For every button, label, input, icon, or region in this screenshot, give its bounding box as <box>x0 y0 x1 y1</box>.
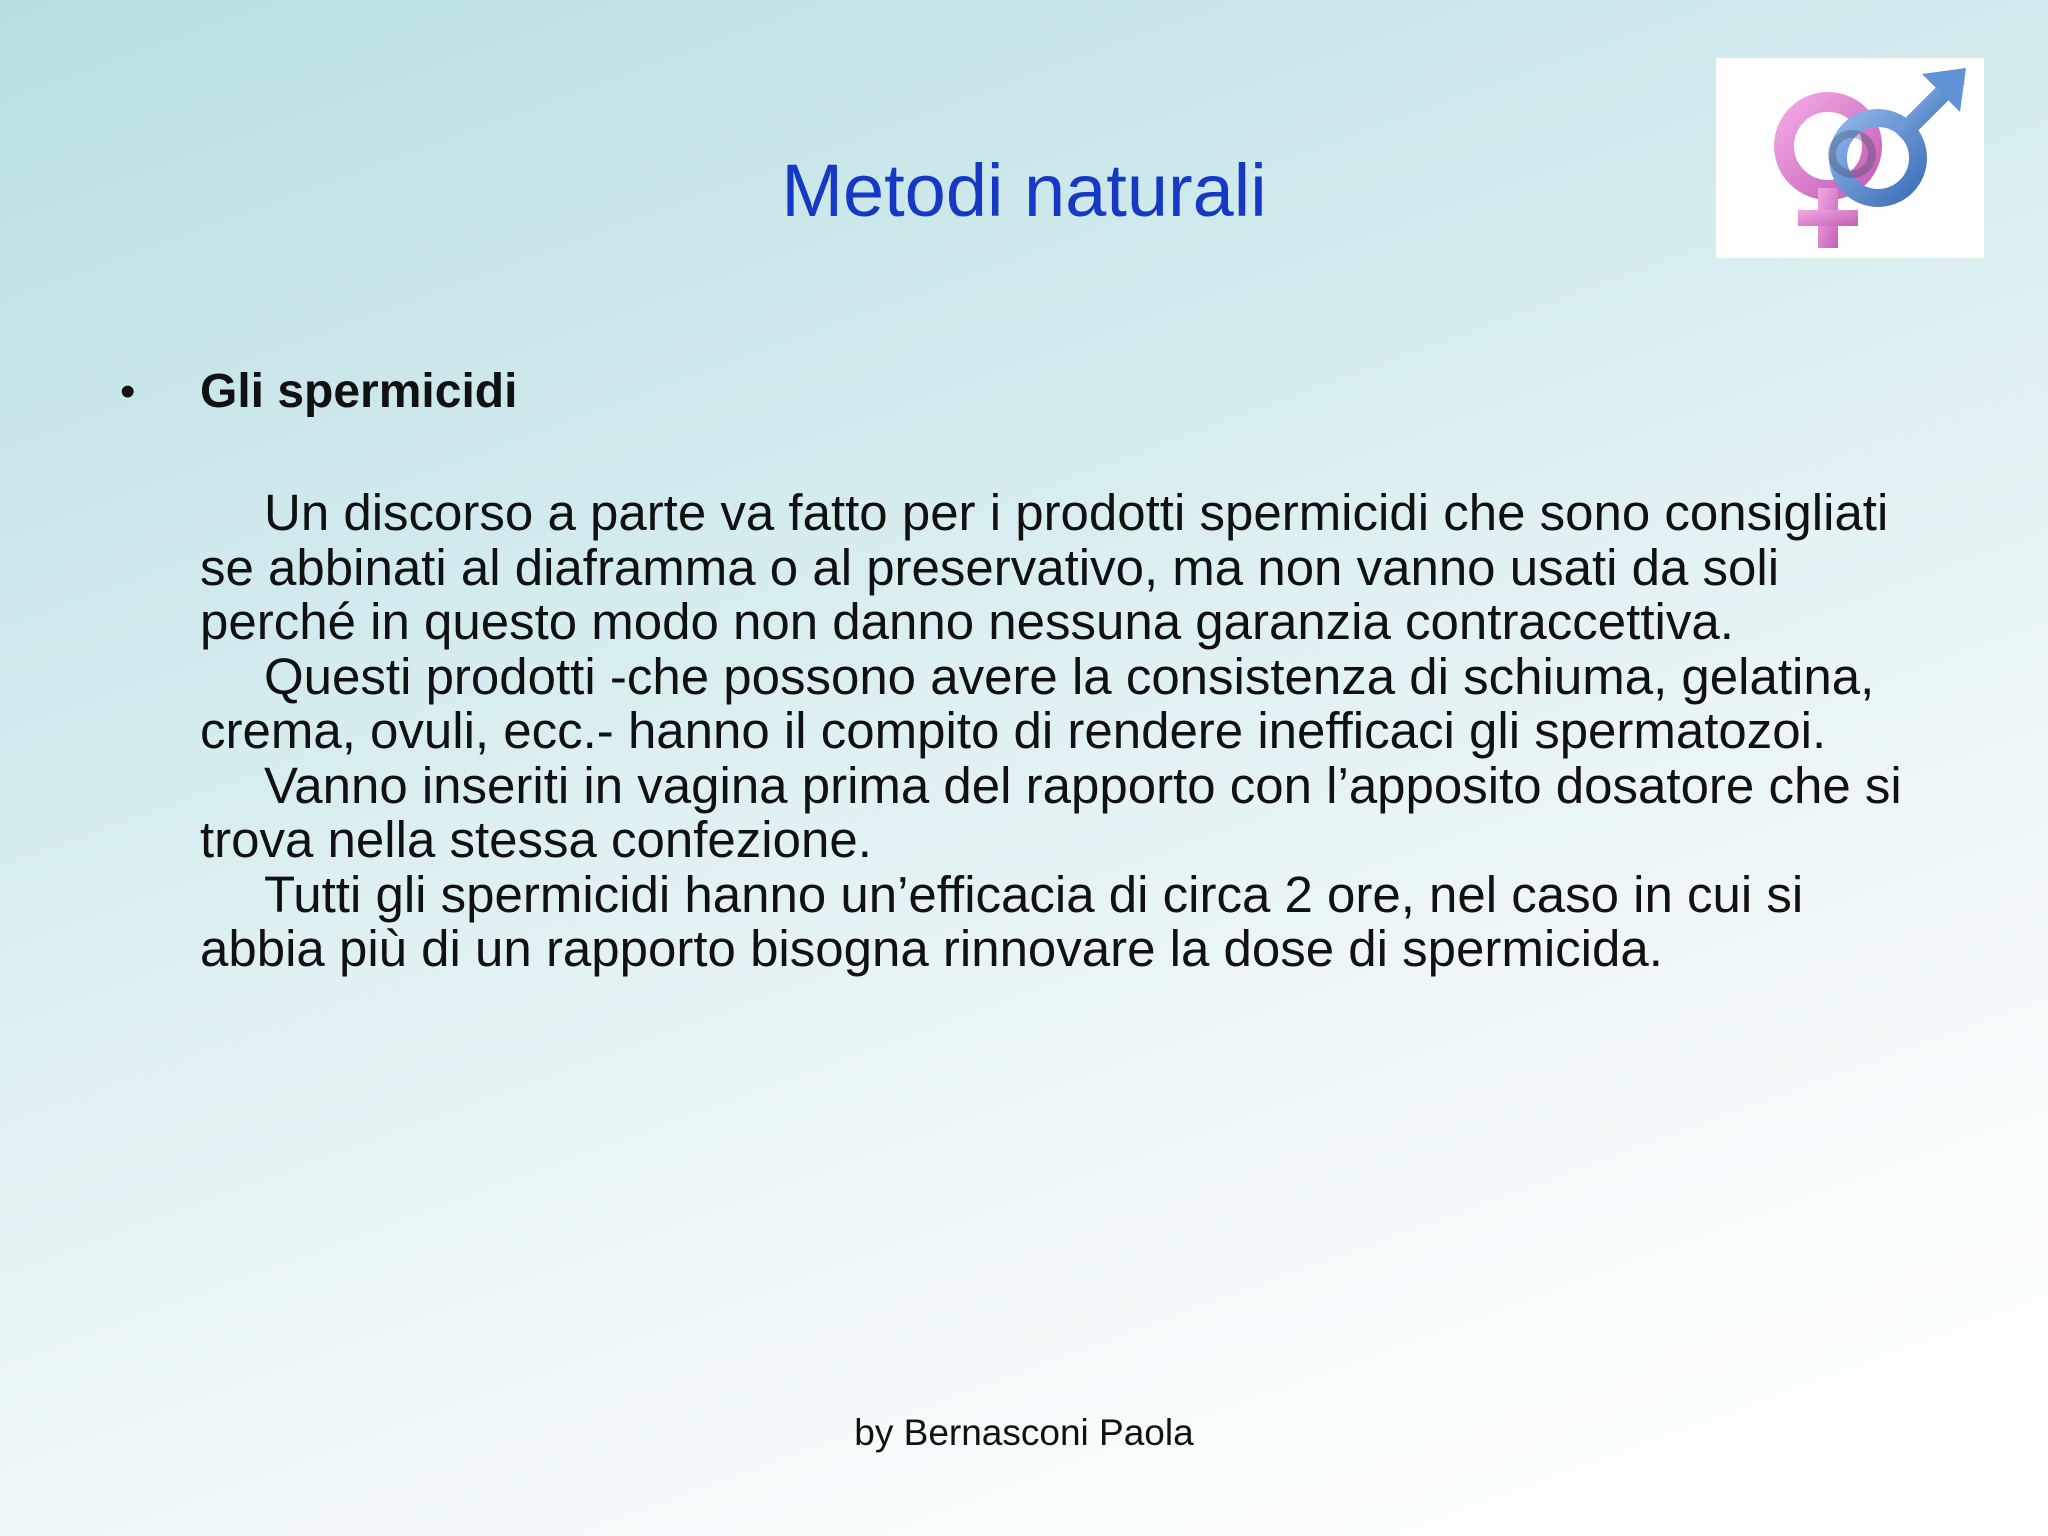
slide-title: Metodi naturali <box>781 149 1267 232</box>
bullet-item <box>120 364 1980 428</box>
paragraph-1: Un discorso a parte va fatto per i prodotti spermicidi che sono consigliati se abbinati al diaframma o al preservativo, ma non vanno usati da soli perché in questo modo non danno nessuna garanzia contraccettiva. <box>200 484 1889 650</box>
bullet-marker: • <box>120 367 136 416</box>
footer-author: by Bernasconi Paola <box>854 1412 1194 1453</box>
paragraph-3: Vanno inseriti in vagina prima del rapporto con l’apposito dosatore che si trova nella stessa confezione. <box>200 756 1902 868</box>
gender-symbols-icon <box>1716 58 1984 258</box>
body-text <box>200 486 1940 977</box>
gender-symbols-logo <box>1716 58 1984 258</box>
paragraph-2: Questi prodotti -che possono avere la consistenza di schiuma, gelatina, crema, ovuli, ecc.- hanno il compito di rendere inefficaci gli spermatozoi. <box>200 647 1875 759</box>
paragraph-4: Tutti gli spermicidi hanno un’efficacia di circa 2 ore, nel caso in cui si abbia più di un rapporto bisogna rinnovare la dose di spermicida. <box>200 865 1804 977</box>
bullet-heading: Gli spermicidi <box>200 365 518 418</box>
